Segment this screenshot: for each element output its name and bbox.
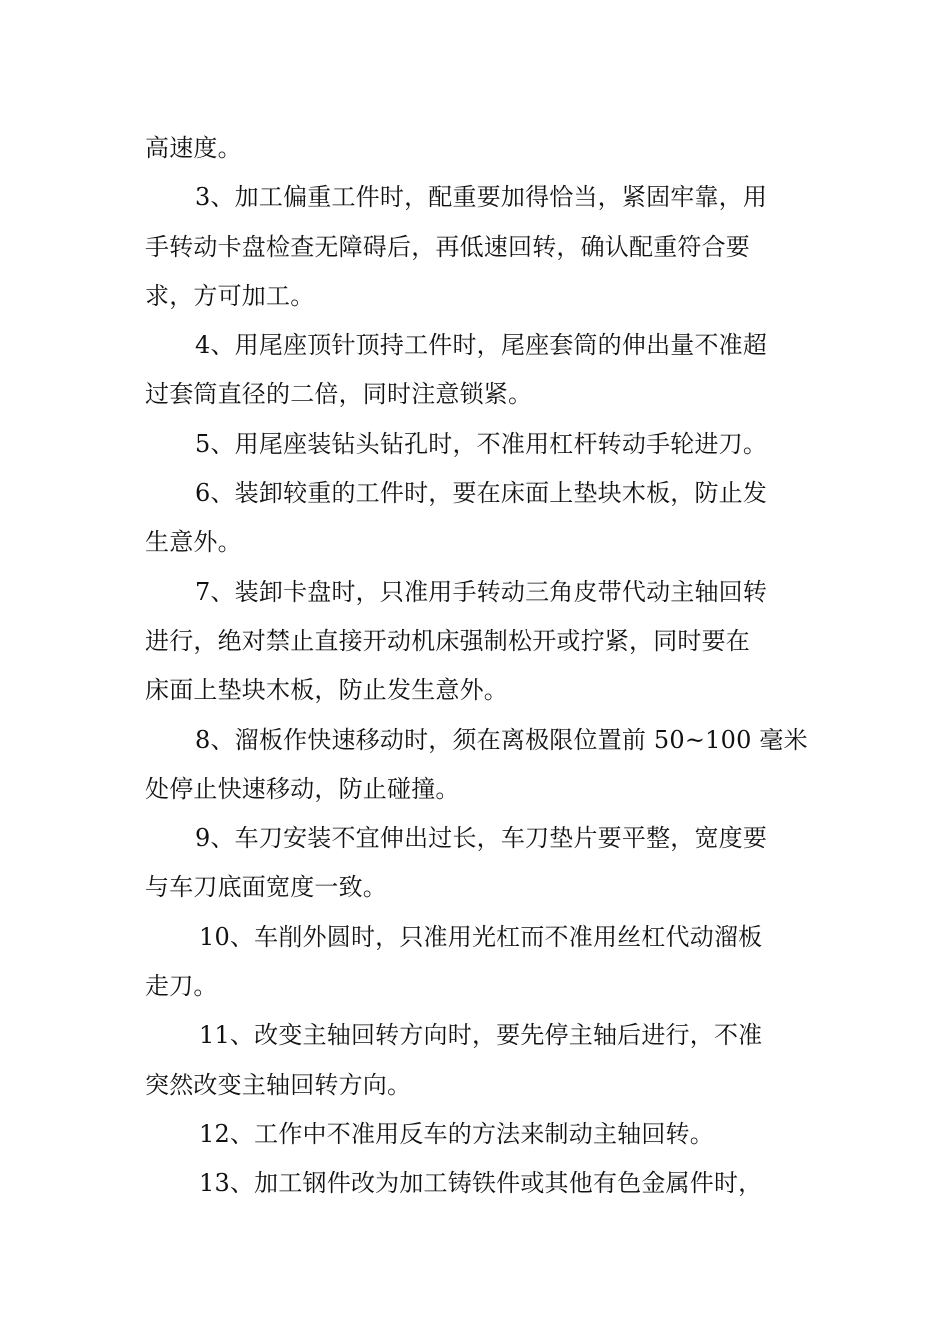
text-line: 过套筒直径的二倍，同时注意锁紧。 [145,380,533,409]
text-line: 处停止快速移动，防止碰撞。 [145,774,460,803]
text-line-item-9: 9、车刀安装不宜伸出过长，车刀垫片要平整，宽度要 [195,824,768,853]
text-line: 生意外。 [145,528,242,557]
text-line: 手转动卡盘检查无障碍后，再低速回转，确认配重符合要 [145,232,750,261]
text-line-item-7: 7、装卸卡盘时，只准用手转动三角皮带代动主轴回转 [195,577,768,606]
text-line-item-5: 5、用尾座装钻头钻孔时，不准用杠杆转动手轮进刀。 [195,429,768,458]
text-line-item-10: 10、车削外圆时，只准用光杠而不准用丝杠代动溜板 [199,922,763,951]
text-line: 求，方可加工。 [145,281,315,310]
text-line: 高速度。 [145,134,242,162]
text-line: 走刀。 [145,972,218,1001]
text-line: 进行，绝对禁止直接开动机床强制松开或拧紧，同时要在 [145,626,750,655]
text-line-item-12: 12、工作中不准用反车的方法来制动主轴回转。 [199,1119,714,1148]
text-line-item-3: 3、加工偏重工件时，配重要加得恰当，紧固牢靠，用 [195,183,768,212]
text-line-item-6: 6、装卸较重的工件时，要在床面上垫块木板，防止发 [195,479,768,508]
text-line: 突然改变主轴回转方向。 [145,1070,412,1099]
text-line-item-13: 13、加工钢件改为加工铸铁件或其他有色金属件时， [199,1169,763,1198]
text-line-item-11: 11、改变主轴回转方向时，要先停主轴后进行，不准 [199,1021,763,1050]
text-line: 床面上垫块木板，防止发生意外。 [145,676,508,705]
text-line: 与车刀底面宽度一致。 [145,873,387,902]
document-body [145,124,810,1209]
text-line-item-4: 4、用尾座顶针顶持工件时，尾座套筒的伸出量不准超 [195,331,768,360]
text-line-item-8: 8、溜板作快速移动时，须在离极限位置前 50~100 毫米 [195,725,808,754]
